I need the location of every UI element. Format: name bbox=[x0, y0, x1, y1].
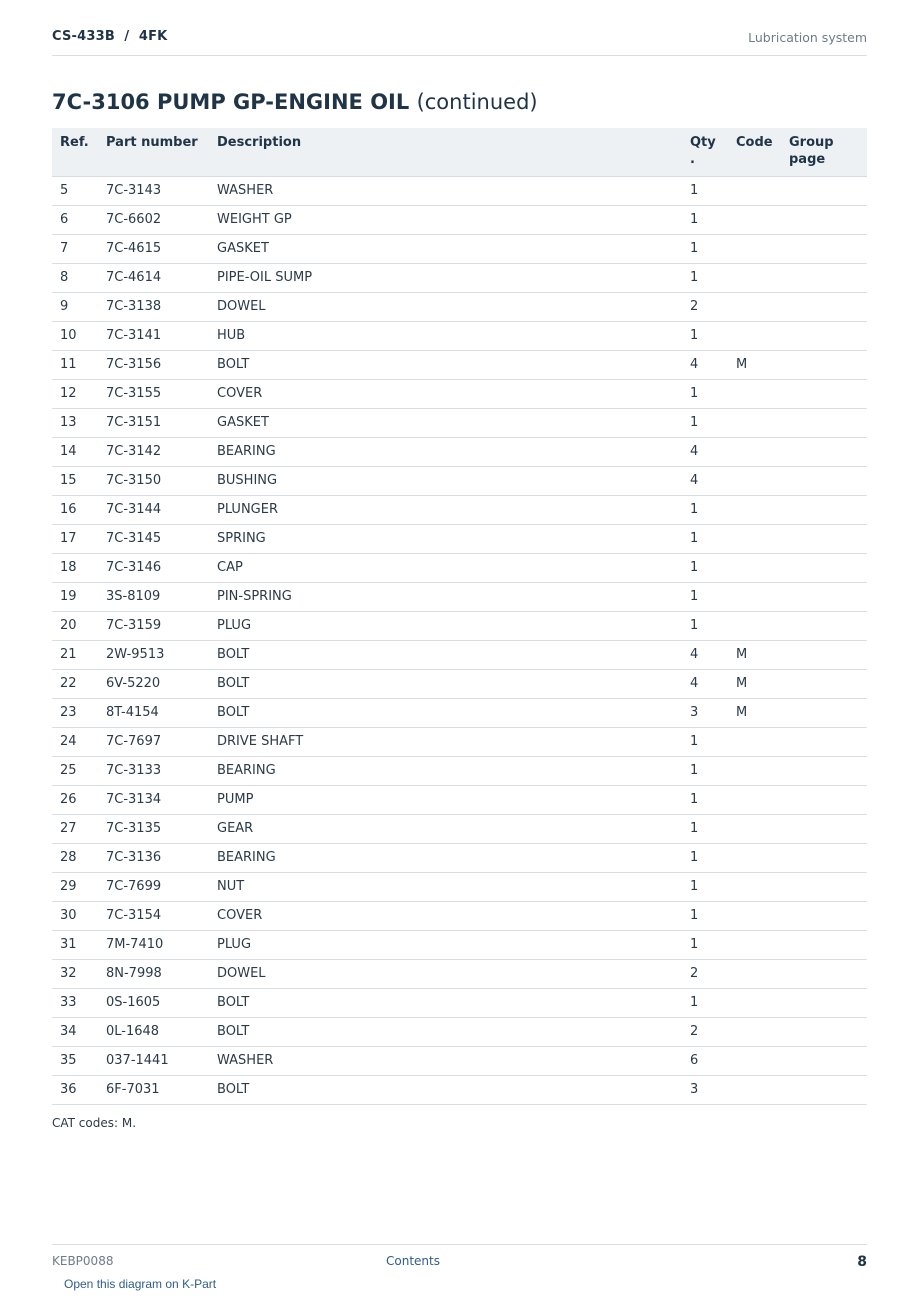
description-cell: PLUNGER bbox=[209, 496, 682, 525]
code-cell: M bbox=[728, 351, 781, 380]
code-cell bbox=[728, 322, 781, 351]
description-cell: DRIVE SHAFT bbox=[209, 728, 682, 757]
page-title bbox=[52, 90, 538, 114]
qty-cell: 1 bbox=[682, 931, 728, 960]
table-row bbox=[52, 206, 867, 235]
description-cell: BEARING bbox=[209, 438, 682, 467]
ref-cell: 23 bbox=[52, 699, 98, 728]
group-page-cell bbox=[781, 844, 867, 873]
description-cell: BEARING bbox=[209, 757, 682, 786]
ref-cell: 12 bbox=[52, 380, 98, 409]
ref-cell: 30 bbox=[52, 902, 98, 931]
group-page-cell bbox=[781, 960, 867, 989]
group-page-cell bbox=[781, 815, 867, 844]
ref-cell: 6 bbox=[52, 206, 98, 235]
description-cell: WEIGHT GP bbox=[209, 206, 682, 235]
cat-codes-note: CAT codes: M. bbox=[52, 1116, 137, 1130]
part-number-cell: 7C-7699 bbox=[98, 873, 209, 902]
table-row bbox=[52, 293, 867, 322]
part-number-cell: 7C-3138 bbox=[98, 293, 209, 322]
description-cell: BOLT bbox=[209, 1076, 682, 1105]
ref-cell: 5 bbox=[52, 177, 98, 206]
part-number-cell: 7C-3136 bbox=[98, 844, 209, 873]
group-page-cell bbox=[781, 235, 867, 264]
code-cell bbox=[728, 467, 781, 496]
description-cell: WASHER bbox=[209, 177, 682, 206]
qty-cell: 1 bbox=[682, 322, 728, 351]
code-cell bbox=[728, 873, 781, 902]
group-page-cell bbox=[781, 873, 867, 902]
qty-cell: 1 bbox=[682, 409, 728, 438]
part-number-cell: 7C-3146 bbox=[98, 554, 209, 583]
table-row bbox=[52, 322, 867, 351]
code-cell bbox=[728, 1047, 781, 1076]
group-page-cell bbox=[781, 177, 867, 206]
ref-cell: 11 bbox=[52, 351, 98, 380]
group-page-cell bbox=[781, 786, 867, 815]
qty-cell: 1 bbox=[682, 815, 728, 844]
table-row bbox=[52, 1076, 867, 1105]
part-number-cell: 0S-1605 bbox=[98, 989, 209, 1018]
code-cell bbox=[728, 525, 781, 554]
code-cell bbox=[728, 1018, 781, 1047]
table-row bbox=[52, 235, 867, 264]
part-number-cell: 7C-3145 bbox=[98, 525, 209, 554]
ref-cell: 28 bbox=[52, 844, 98, 873]
group-page-cell bbox=[781, 525, 867, 554]
table-row bbox=[52, 1018, 867, 1047]
description-cell: CAP bbox=[209, 554, 682, 583]
table-row bbox=[52, 815, 867, 844]
qty-cell: 1 bbox=[682, 757, 728, 786]
description-cell: DOWEL bbox=[209, 960, 682, 989]
code-cell bbox=[728, 583, 781, 612]
description-cell: PLUG bbox=[209, 931, 682, 960]
description-cell: BEARING bbox=[209, 844, 682, 873]
qty-cell: 1 bbox=[682, 264, 728, 293]
table-row bbox=[52, 1047, 867, 1076]
code-cell bbox=[728, 409, 781, 438]
table-row bbox=[52, 351, 867, 380]
code-cell bbox=[728, 728, 781, 757]
description-cell: WASHER bbox=[209, 1047, 682, 1076]
group-page-cell bbox=[781, 409, 867, 438]
part-number-cell: 8N-7998 bbox=[98, 960, 209, 989]
part-number-cell: 7C-4614 bbox=[98, 264, 209, 293]
table-row bbox=[52, 757, 867, 786]
ref-cell: 8 bbox=[52, 264, 98, 293]
description-cell: BUSHING bbox=[209, 467, 682, 496]
open-diagram-link[interactable]: Open this diagram on K-Part bbox=[64, 1277, 217, 1291]
part-number-cell: 7C-3144 bbox=[98, 496, 209, 525]
table-row bbox=[52, 438, 867, 467]
part-number-cell: 7C-3134 bbox=[98, 786, 209, 815]
col-header-code: Code bbox=[728, 128, 781, 177]
part-number-cell: 3S-8109 bbox=[98, 583, 209, 612]
code-cell bbox=[728, 438, 781, 467]
table-row bbox=[52, 380, 867, 409]
table-row bbox=[52, 264, 867, 293]
table-row bbox=[52, 670, 867, 699]
description-cell: COVER bbox=[209, 902, 682, 931]
qty-cell: 1 bbox=[682, 902, 728, 931]
description-cell: GEAR bbox=[209, 815, 682, 844]
part-number-cell: 037-1441 bbox=[98, 1047, 209, 1076]
description-cell: NUT bbox=[209, 873, 682, 902]
group-page-cell bbox=[781, 554, 867, 583]
model-label: CS-433B / 4FK bbox=[52, 29, 168, 44]
description-cell: BOLT bbox=[209, 699, 682, 728]
description-cell: PLUG bbox=[209, 612, 682, 641]
code-cell bbox=[728, 989, 781, 1018]
table-row bbox=[52, 641, 867, 670]
code-cell bbox=[728, 815, 781, 844]
ref-cell: 19 bbox=[52, 583, 98, 612]
part-number-cell: 6F-7031 bbox=[98, 1076, 209, 1105]
title-main: 7C-3106 PUMP GP-ENGINE OIL bbox=[52, 90, 410, 114]
group-page-cell bbox=[781, 1047, 867, 1076]
contents-link[interactable]: Contents bbox=[386, 1254, 440, 1268]
table-row bbox=[52, 844, 867, 873]
description-cell: SPRING bbox=[209, 525, 682, 554]
group-page-cell bbox=[781, 902, 867, 931]
description-cell: BOLT bbox=[209, 351, 682, 380]
qty-cell: 1 bbox=[682, 873, 728, 902]
table-row bbox=[52, 960, 867, 989]
part-number-cell: 0L-1648 bbox=[98, 1018, 209, 1047]
part-number-cell: 7C-3159 bbox=[98, 612, 209, 641]
qty-cell: 1 bbox=[682, 525, 728, 554]
col-header-group-page: Group page bbox=[781, 128, 867, 177]
table-row bbox=[52, 583, 867, 612]
ref-cell: 20 bbox=[52, 612, 98, 641]
part-number-cell: 7C-3154 bbox=[98, 902, 209, 931]
title-suffix: (continued) bbox=[416, 90, 538, 114]
group-page-cell bbox=[781, 264, 867, 293]
document-id: KEBP0088 bbox=[52, 1254, 114, 1268]
ref-cell: 33 bbox=[52, 989, 98, 1018]
ref-cell: 36 bbox=[52, 1076, 98, 1105]
description-cell: COVER bbox=[209, 380, 682, 409]
page-number: 8 bbox=[857, 1254, 867, 1270]
ref-cell: 26 bbox=[52, 786, 98, 815]
table-row bbox=[52, 786, 867, 815]
group-page-cell bbox=[781, 931, 867, 960]
parts-table bbox=[52, 128, 867, 1105]
qty-cell: 2 bbox=[682, 960, 728, 989]
group-page-cell bbox=[781, 380, 867, 409]
qty-cell: 1 bbox=[682, 554, 728, 583]
qty-cell: 2 bbox=[682, 1018, 728, 1047]
ref-cell: 14 bbox=[52, 438, 98, 467]
table-row bbox=[52, 496, 867, 525]
code-cell bbox=[728, 264, 781, 293]
ref-cell: 34 bbox=[52, 1018, 98, 1047]
group-page-cell bbox=[781, 670, 867, 699]
description-cell: BOLT bbox=[209, 989, 682, 1018]
qty-cell: 1 bbox=[682, 583, 728, 612]
qty-cell: 6 bbox=[682, 1047, 728, 1076]
description-cell: BOLT bbox=[209, 641, 682, 670]
qty-cell: 1 bbox=[682, 496, 728, 525]
qty-cell: 2 bbox=[682, 293, 728, 322]
description-cell: BOLT bbox=[209, 1018, 682, 1047]
part-number-cell: 7C-4615 bbox=[98, 235, 209, 264]
part-number-cell: 7C-3141 bbox=[98, 322, 209, 351]
group-page-cell bbox=[781, 989, 867, 1018]
qty-cell: 1 bbox=[682, 235, 728, 264]
group-page-cell bbox=[781, 728, 867, 757]
description-cell: BOLT bbox=[209, 670, 682, 699]
part-number-cell: 7M-7410 bbox=[98, 931, 209, 960]
code-cell bbox=[728, 960, 781, 989]
table-row bbox=[52, 728, 867, 757]
part-number-cell: 7C-3142 bbox=[98, 438, 209, 467]
group-page-cell bbox=[781, 612, 867, 641]
qty-cell: 1 bbox=[682, 380, 728, 409]
qty-cell: 1 bbox=[682, 177, 728, 206]
ref-cell: 16 bbox=[52, 496, 98, 525]
qty-cell: 4 bbox=[682, 438, 728, 467]
table-row bbox=[52, 989, 867, 1018]
code-cell bbox=[728, 844, 781, 873]
description-cell: GASKET bbox=[209, 409, 682, 438]
code-cell bbox=[728, 380, 781, 409]
table-row bbox=[52, 409, 867, 438]
col-header-qty: Qty . bbox=[682, 128, 728, 177]
qty-cell: 1 bbox=[682, 728, 728, 757]
ref-cell: 24 bbox=[52, 728, 98, 757]
code-cell bbox=[728, 235, 781, 264]
group-page-cell bbox=[781, 206, 867, 235]
group-page-cell bbox=[781, 351, 867, 380]
col-header-description: Description bbox=[209, 128, 682, 177]
part-number-cell: 7C-3151 bbox=[98, 409, 209, 438]
table-row bbox=[52, 554, 867, 583]
ref-cell: 35 bbox=[52, 1047, 98, 1076]
part-number-cell: 7C-3135 bbox=[98, 815, 209, 844]
code-cell bbox=[728, 612, 781, 641]
qty-cell: 4 bbox=[682, 351, 728, 380]
group-page-cell bbox=[781, 641, 867, 670]
code-cell bbox=[728, 496, 781, 525]
part-number-cell: 7C-3155 bbox=[98, 380, 209, 409]
part-number-cell: 7C-6602 bbox=[98, 206, 209, 235]
part-number-cell: 7C-3143 bbox=[98, 177, 209, 206]
page-header bbox=[52, 29, 867, 56]
qty-cell: 1 bbox=[682, 786, 728, 815]
code-cell bbox=[728, 177, 781, 206]
col-header-ref: Ref. bbox=[52, 128, 98, 177]
ref-cell: 32 bbox=[52, 960, 98, 989]
code-cell bbox=[728, 931, 781, 960]
ref-cell: 29 bbox=[52, 873, 98, 902]
page-footer bbox=[52, 1244, 867, 1275]
ref-cell: 31 bbox=[52, 931, 98, 960]
group-page-cell bbox=[781, 438, 867, 467]
qty-cell: 4 bbox=[682, 670, 728, 699]
group-page-cell bbox=[781, 293, 867, 322]
part-number-cell: 7C-3156 bbox=[98, 351, 209, 380]
part-number-cell: 7C-3133 bbox=[98, 757, 209, 786]
part-number-cell: 2W-9513 bbox=[98, 641, 209, 670]
group-page-cell bbox=[781, 496, 867, 525]
qty-cell: 1 bbox=[682, 989, 728, 1018]
table-row bbox=[52, 612, 867, 641]
ref-cell: 17 bbox=[52, 525, 98, 554]
table-row bbox=[52, 177, 867, 206]
code-cell bbox=[728, 554, 781, 583]
code-cell bbox=[728, 293, 781, 322]
ref-cell: 7 bbox=[52, 235, 98, 264]
parts-table-body bbox=[52, 177, 867, 1105]
table-row bbox=[52, 525, 867, 554]
group-page-cell bbox=[781, 1076, 867, 1105]
code-cell bbox=[728, 786, 781, 815]
group-page-cell bbox=[781, 1018, 867, 1047]
code-cell bbox=[728, 757, 781, 786]
description-cell: PIPE-OIL SUMP bbox=[209, 264, 682, 293]
part-number-cell: 6V-5220 bbox=[98, 670, 209, 699]
qty-cell: 4 bbox=[682, 641, 728, 670]
table-header-row bbox=[52, 128, 867, 177]
col-header-part-number: Part number bbox=[98, 128, 209, 177]
group-page-cell bbox=[781, 699, 867, 728]
group-page-cell bbox=[781, 583, 867, 612]
group-page-cell bbox=[781, 467, 867, 496]
code-cell bbox=[728, 902, 781, 931]
table-row bbox=[52, 902, 867, 931]
qty-cell: 1 bbox=[682, 612, 728, 641]
qty-cell: 3 bbox=[682, 1076, 728, 1105]
code-cell bbox=[728, 1076, 781, 1105]
description-cell: PUMP bbox=[209, 786, 682, 815]
code-cell: M bbox=[728, 641, 781, 670]
qty-cell: 4 bbox=[682, 467, 728, 496]
ref-cell: 22 bbox=[52, 670, 98, 699]
ref-cell: 15 bbox=[52, 467, 98, 496]
group-page-cell bbox=[781, 322, 867, 351]
group-page-cell bbox=[781, 757, 867, 786]
part-number-cell: 7C-7697 bbox=[98, 728, 209, 757]
ref-cell: 18 bbox=[52, 554, 98, 583]
ref-cell: 10 bbox=[52, 322, 98, 351]
table-row bbox=[52, 931, 867, 960]
description-cell: GASKET bbox=[209, 235, 682, 264]
ref-cell: 27 bbox=[52, 815, 98, 844]
qty-cell: 3 bbox=[682, 699, 728, 728]
ref-cell: 13 bbox=[52, 409, 98, 438]
ref-cell: 21 bbox=[52, 641, 98, 670]
table-row bbox=[52, 467, 867, 496]
qty-cell: 1 bbox=[682, 844, 728, 873]
description-cell: HUB bbox=[209, 322, 682, 351]
qty-cell: 1 bbox=[682, 206, 728, 235]
description-cell: DOWEL bbox=[209, 293, 682, 322]
code-cell bbox=[728, 206, 781, 235]
ref-cell: 9 bbox=[52, 293, 98, 322]
section-label: Lubrication system bbox=[748, 30, 867, 45]
code-cell: M bbox=[728, 670, 781, 699]
table-row bbox=[52, 873, 867, 902]
table-row bbox=[52, 699, 867, 728]
ref-cell: 25 bbox=[52, 757, 98, 786]
code-cell: M bbox=[728, 699, 781, 728]
description-cell: PIN-SPRING bbox=[209, 583, 682, 612]
part-number-cell: 7C-3150 bbox=[98, 467, 209, 496]
part-number-cell: 8T-4154 bbox=[98, 699, 209, 728]
